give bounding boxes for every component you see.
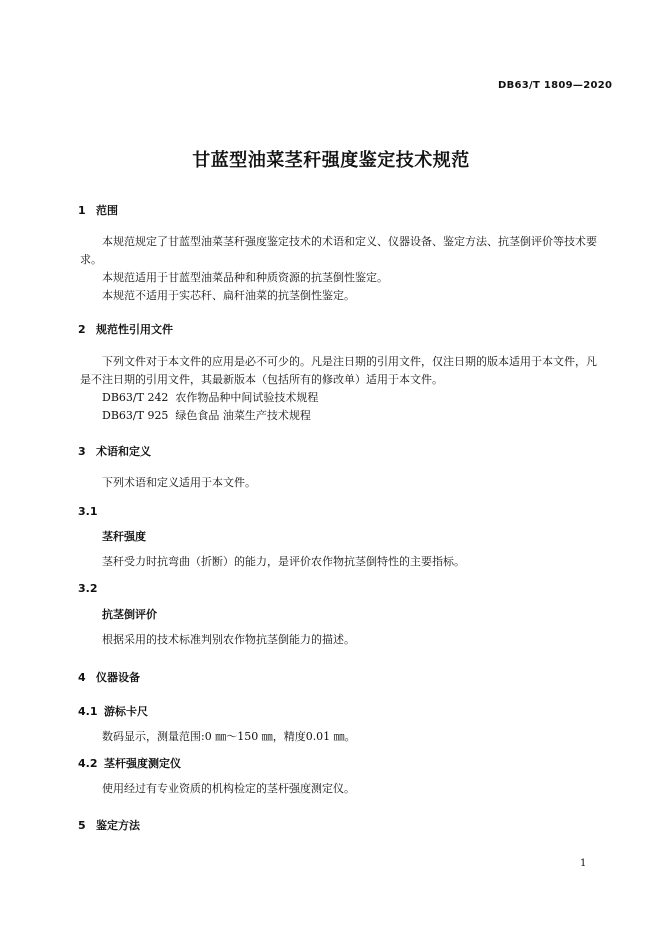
subsection-heading-vernier-caliper — [78, 703, 148, 719]
term-definition: 茎秆受力时抗弯曲（折断）的能力，是评价农作物抗茎倒特性的主要指标。 — [102, 555, 465, 568]
term-name: 抗茎倒评价 — [102, 608, 157, 621]
paragraph: 下列术语和定义适用于本文件。 — [102, 476, 256, 489]
paragraph: 数码显示，测量范围:0 ㎜～150 ㎜，精度0.01 ㎜。 — [102, 730, 356, 743]
section-title: 仪器设备 — [96, 671, 140, 684]
section-title: 规范性引用文件 — [96, 323, 173, 336]
page-number: 1 — [580, 858, 587, 869]
section-number: 4 — [78, 671, 86, 684]
section-heading-identification-method — [78, 817, 140, 833]
section-heading-terms — [78, 443, 151, 459]
section-number: 2 — [78, 323, 86, 336]
clause-number: 3.1 — [78, 505, 98, 518]
section-number: 3 — [78, 445, 86, 458]
standard-code: DB63/T 1809—2020 — [498, 80, 613, 91]
subsection-title: 茎杆强度测定仪 — [104, 757, 181, 770]
paragraph: 本规范适用于甘蓝型油菜品种和种质资源的抗茎倒性鉴定。 — [102, 271, 388, 284]
section-title: 范围 — [96, 204, 118, 217]
reference-item: DB63/T 925 绿色食品 油菜生产技术规程 — [102, 409, 311, 422]
reference-item: DB63/T 242 农作物品种中间试验技术规程 — [102, 391, 319, 404]
document-title: 甘蓝型油菜茎秆强度鉴定技术规范 — [192, 150, 470, 171]
subsection-heading-stem-strength-tester — [78, 755, 181, 771]
section-heading-normative-references — [78, 321, 173, 337]
term-name: 茎秆强度 — [102, 530, 146, 543]
subsection-number: 4.1 — [78, 705, 98, 718]
subsection-title: 游标卡尺 — [104, 705, 148, 718]
paragraph: 本规范不适用于实芯秆、扁秆油菜的抗茎倒性鉴定。 — [102, 289, 355, 302]
clause-number: 3.2 — [78, 582, 98, 595]
section-title: 鉴定方法 — [96, 819, 140, 832]
term-definition: 根据采用的技术标准判别农作物抗茎倒能力的描述。 — [102, 633, 355, 646]
paragraph: 使用经过有专业资质的机构检定的茎杆强度测定仪。 — [102, 782, 355, 795]
subsection-number: 4.2 — [78, 757, 98, 770]
section-title: 术语和定义 — [96, 445, 151, 458]
section-number: 5 — [78, 819, 86, 832]
section-heading-scope — [78, 202, 118, 218]
paragraph: 下列文件对于本文件的应用是必不可少的。凡是注日期的引用文件，仅注日期的版本适用于本文件，凡是不注日期的引用文件，其最新版本（包括所有的修改单）适用于本文件。 — [80, 355, 597, 386]
section-heading-instruments — [78, 669, 140, 685]
section-number: 1 — [78, 204, 86, 217]
paragraph: 本规范规定了甘蓝型油菜茎秆强度鉴定技术的术语和定义、仪器设备、鉴定方法、抗茎倒评价等技术要求。 — [80, 235, 597, 266]
